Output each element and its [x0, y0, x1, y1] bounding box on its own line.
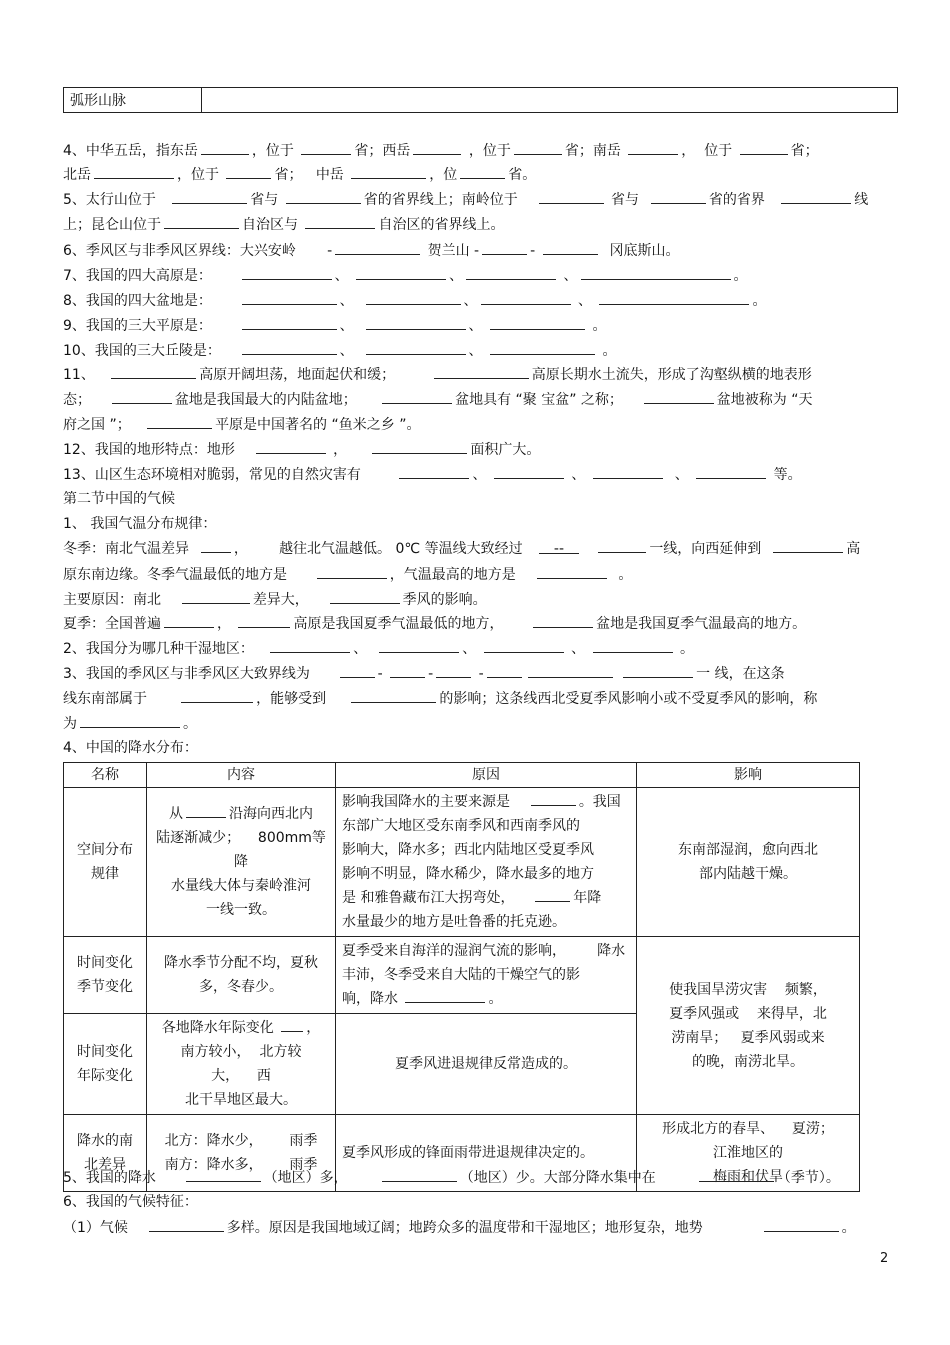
cell-reason: 夏季风形成的锋面雨带进退规律决定的。	[336, 1115, 637, 1192]
table-row	[64, 788, 860, 937]
cell-reason: 夏季受来自海洋的湿润气流的影响， 降水 丰沛，冬季受来自大陆的干燥空气的影 响，降水 。	[336, 937, 637, 1014]
header-name: 名称	[64, 763, 147, 788]
q5-line2: 上；昆仑山位于 自治区与 自治区的省界线上。	[63, 214, 504, 235]
table-header-row	[64, 763, 860, 788]
climate-summer-line: 夏季：全国普遍 ， 高原是我国夏季气温最低的地方， 盆地是我国夏季气温最高的地方。	[63, 613, 806, 634]
climate-q1: 1、 我国气温分布规律：	[63, 516, 217, 532]
climate-q2: 2、我国分为哪几种干湿地区： 、 、 、 。	[63, 638, 694, 659]
climate-q3-line1: 3、我国的季风区与非季风区大致界线为 - - - 一 线，在这条	[63, 663, 785, 684]
cell-content: 北方：降水少， 雨季 南方：降水多， 雨季	[147, 1115, 336, 1192]
climate-q6-1: （1）气候 多样。原因是我国地域辽阔；地跨众多的温度带和干湿地区；地形复杂，地势 。	[63, 1217, 856, 1238]
climate-winter-line1: 冬季：南北气温差异 ， 越往北气温越低。 0℃ 等温线大致经过 -- 一线，向西延伸到 高	[63, 538, 860, 559]
climate-q6: 6、我国的气候特征：	[63, 1194, 198, 1210]
cell-name: 降水的南 北差异	[64, 1115, 147, 1192]
cell-name: 时间变化 季节变化	[64, 937, 147, 1014]
cell-name: 空间分布 规律	[64, 788, 147, 937]
q10-line: 10、我国的三大丘陵是： 、 、 。	[63, 340, 616, 361]
table-cell-label: 弧形山脉	[64, 88, 202, 113]
table-row	[64, 937, 860, 1014]
climate-q5: 5、我国的降水 （地区）多， （地区）少。大部分降水集中在 （季节）。	[63, 1167, 840, 1188]
table-cell-value	[202, 88, 898, 113]
climate-q3-line2: 线东南部属于 ，能够受到 的影响；这条线西北受夏季风影响小或不受夏季风的影响，称	[63, 688, 817, 709]
cell-effect: 东南部湿润，愈向西北 部内陆越干燥。	[637, 788, 860, 937]
section-heading: 第二节中国的气候	[63, 491, 175, 507]
precipitation-table	[63, 762, 860, 1192]
cell-content: 各地降水年际变化 ， 南方较小， 北方较大， 西 北干旱地区最大。	[147, 1014, 336, 1115]
mountain-table	[63, 87, 898, 113]
q11-line1: 11、 高原开阔坦荡，地面起伏和缓； 高原长期水土流失，形成了沟壑纵横的地表形	[63, 364, 812, 385]
q7-line: 7、我国的四大高原是： 、 、 、 。	[63, 265, 748, 286]
q13-line: 13、山区生态环境相对脆弱，常见的自然灾害有 、 、 、 等。	[63, 464, 802, 485]
cell-effect: 使我国旱涝灾害 频繁， 夏季风强或 来得早，北 涝南旱； 夏季风弱或来 的晚，南涝北旱。	[637, 937, 860, 1115]
q9-line: 9、我国的三大平原是： 、 、 。	[63, 315, 606, 336]
cell-reason: 影响我国降水的主要来源是 。我国 东部广大地区受东南季风和西南季风的 影响大，降水多；西北内陆地区受夏季风 影响不明显，降水稀少，降水最多的地方 是 和雅鲁藏布江大拐弯处， 年降 水量最少的地方是吐鲁番的托克逊。	[336, 788, 637, 937]
q5-line1: 5、太行山位于 省与 省的省界线上；南岭位于 省与 省的省界 线	[63, 189, 868, 210]
header-reason: 原因	[336, 763, 637, 788]
q4-line2: 北岳 ，位于 省； 中岳 ，位 省。	[63, 164, 536, 185]
climate-q3-line3: 为 。	[63, 713, 197, 734]
climate-q4: 4、中国的降水分布：	[63, 740, 198, 756]
q11-line2: 态； 盆地是我国最大的内陆盆地； 盆地具有 “聚 宝盆” 之称； 盆地被称为 “天	[63, 389, 812, 410]
climate-winter-line2: 原东南边缘。冬季气温最低的地方是 ，气温最高的地方是 。	[63, 564, 632, 585]
header-content: 内容	[147, 763, 336, 788]
q8-line: 8、我国的四大盆地是： 、 、 、 。	[63, 290, 766, 311]
q4-line1: 4、中华五岳，指东岳 ，位于 省；西岳 ，位于 省；南岳 ， 位于 省；	[63, 140, 819, 161]
cell-name: 时间变化 年际变化	[64, 1014, 147, 1115]
cell-effect: 形成北方的春旱、 夏涝； 江淮地区的 梅雨和伏旱	[637, 1115, 860, 1192]
q11-line3: 府之国 ”； 平原是中国著名的 “鱼米之乡 ”。	[63, 414, 420, 435]
cell-content: 降水季节分配不均，夏秋 多，冬春少。	[147, 937, 336, 1014]
cell-reason: 夏季风进退规律反常造成的。	[336, 1014, 637, 1115]
cell-content: 从 沿海向西北内 陆逐渐减少； 800mm等降 水量线大体与秦岭淮河 一线一致。	[147, 788, 336, 937]
climate-reason-line: 主要原因：南北 差异大， 季风的影响。	[63, 589, 487, 610]
q12-line: 12、我国的地形特点：地形 ， 面积广大。	[63, 439, 540, 460]
q6-line: 6、季风区与非季风区界线：大兴安岭 - 贺兰山 - - 冈底斯山。	[63, 240, 680, 261]
header-effect: 影响	[637, 763, 860, 788]
page-number: 2	[880, 1251, 889, 1266]
